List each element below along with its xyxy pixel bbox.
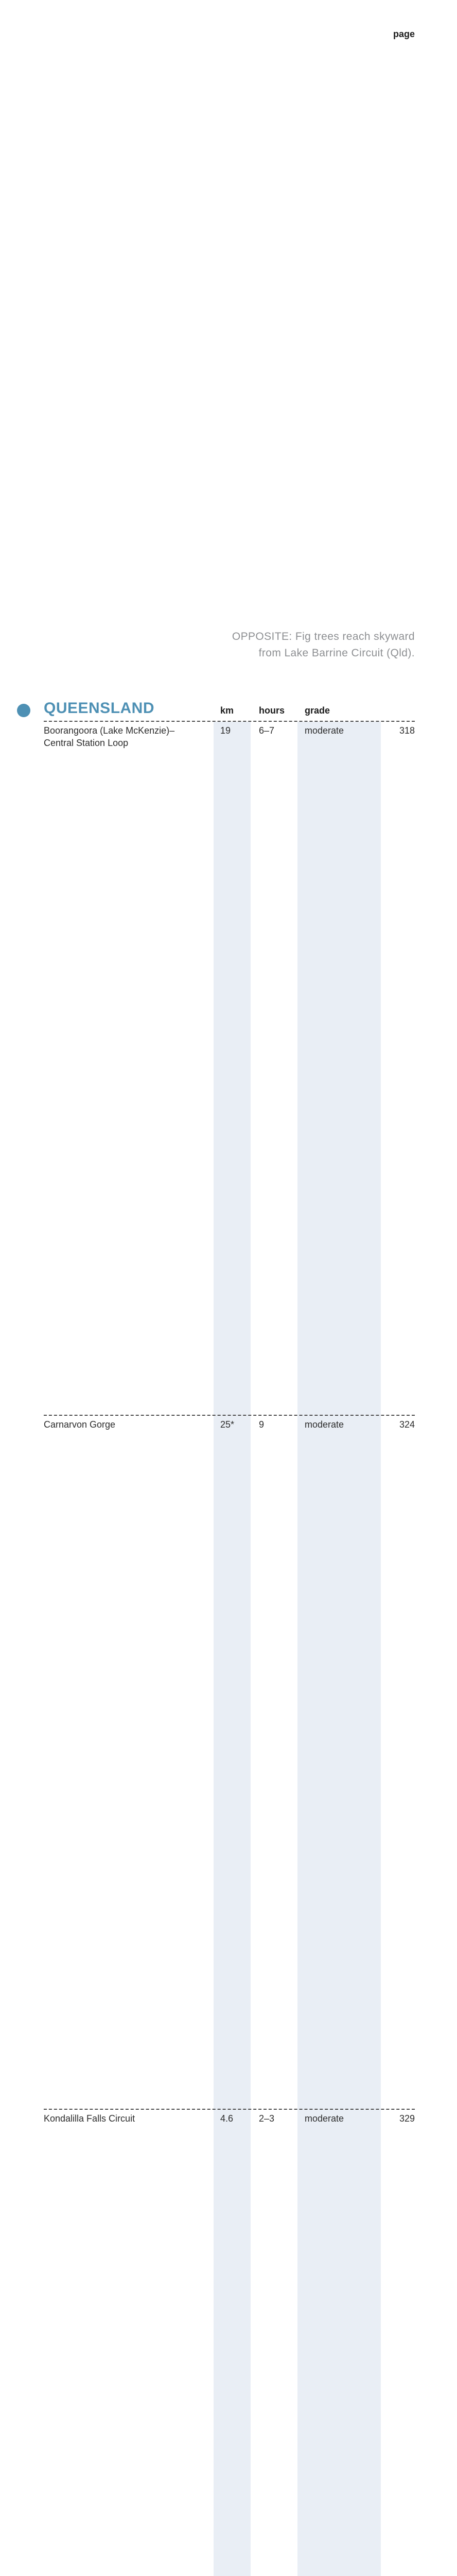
section-queensland (44, 29, 415, 2576)
cell-name: Kondalilla Falls Circuit (44, 2113, 135, 2124)
cell-km: 25* (220, 1419, 235, 1430)
section-bullet-dot (17, 704, 30, 717)
cell-grade: moderate (305, 1419, 344, 1430)
section-title: QUEENSLAND (44, 700, 155, 717)
photo-caption-line1: OPPOSITE: Fig trees reach skyward (232, 631, 415, 642)
section-header (44, 29, 415, 722)
cell-hours: 6–7 (259, 725, 275, 736)
column-header-page: page (381, 29, 415, 716)
table-row (44, 2110, 415, 2576)
cell-page: 324 (381, 1418, 415, 2106)
table-row (44, 722, 415, 1416)
table-row (44, 1416, 415, 2110)
contents-table-area (44, 29, 415, 2576)
cell-km: 4.6 (220, 2113, 234, 2124)
cell-name: Boorangoora (Lake McKenzie)– Central Station Loop (44, 725, 175, 748)
column-header-hours: hours (259, 705, 285, 716)
cell-km: 19 (220, 725, 231, 736)
cell-hours: 9 (259, 1419, 265, 1430)
column-header-km: km (220, 705, 234, 716)
column-header-grade: grade (305, 705, 330, 716)
cell-grade: moderate (305, 2113, 344, 2124)
cell-grade: moderate (305, 725, 344, 736)
cell-page: 318 (381, 724, 415, 1412)
photo-caption (232, 629, 415, 662)
cell-hours: 2–3 (259, 2113, 275, 2124)
cell-page: 329 (381, 2112, 415, 2576)
cell-name: Carnarvon Gorge (44, 1419, 116, 1430)
section-table-body (44, 722, 415, 2576)
photo-caption-line2: from Lake Barrine Circuit (Qld). (258, 647, 415, 659)
